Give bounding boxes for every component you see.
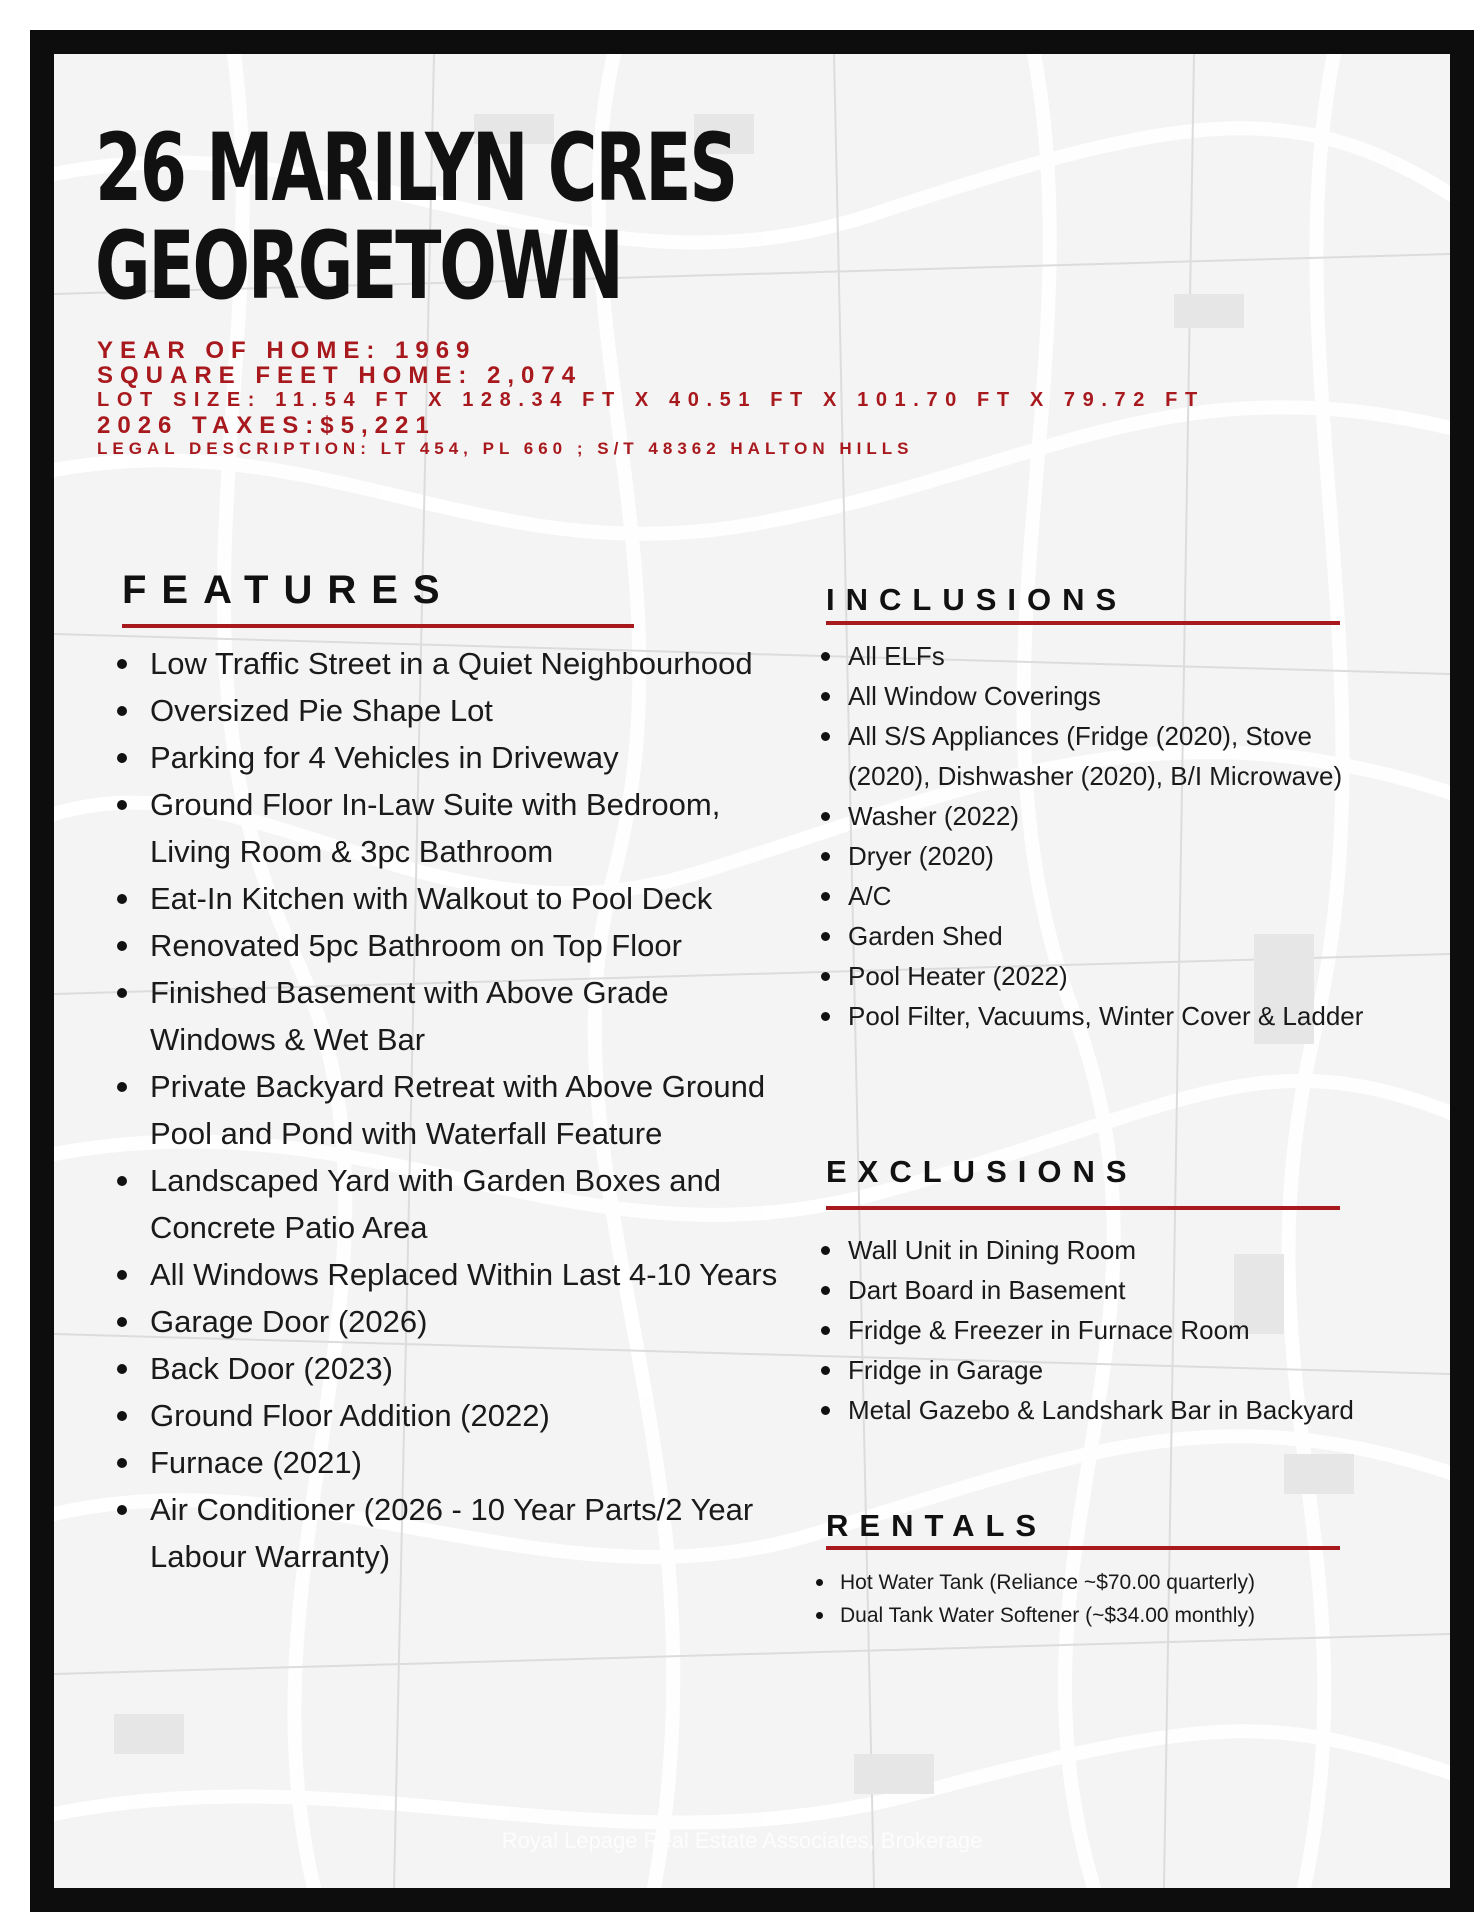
list-item: Air Conditioner (2026 - 10 Year Parts/2 Year Labour Warranty)	[150, 1486, 790, 1580]
legal-description: LEGAL DESCRIPTION: LT 454, PL 660 ; S/T 48362 HALTON HILLS	[97, 439, 914, 458]
list-item: Private Backyard Retreat with Above Ground Pool and Pond with Waterfall Feature	[150, 1063, 790, 1157]
list-item: All Windows Replaced Within Last 4-10 Years	[150, 1251, 790, 1298]
list-item: Hot Water Tank (Reliance ~$70.00 quarterly)	[840, 1566, 1400, 1599]
exclusions-heading: EXCLUSIONS	[826, 1154, 1138, 1189]
inclusions-divider	[826, 621, 1340, 625]
lot-size: LOT SIZE: 11.54 FT X 128.34 FT X 40.51 FT X 101.70 FT X 79.72 FT	[97, 389, 1205, 411]
address-street: 26 MARILYN CRES	[95, 114, 736, 223]
list-item: All ELFs	[848, 636, 1378, 676]
list-item: Fridge & Freezer in Furnace Room	[848, 1310, 1378, 1350]
features-list	[150, 640, 790, 1580]
inclusions-heading: INCLUSIONS	[826, 582, 1128, 617]
list-item: Eat-In Kitchen with Walkout to Pool Deck	[150, 875, 790, 922]
rentals-divider	[826, 1546, 1340, 1550]
rentals-heading: RENTALS	[826, 1508, 1048, 1543]
features-divider	[122, 624, 634, 628]
list-item: Dual Tank Water Softener (~$34.00 monthly)	[840, 1599, 1400, 1632]
list-item: Washer (2022)	[848, 796, 1378, 836]
exclusions-divider	[826, 1206, 1340, 1210]
year-of-home: YEAR OF HOME: 1969	[97, 337, 477, 364]
list-item: Dryer (2020)	[848, 836, 1378, 876]
list-item: Oversized Pie Shape Lot	[150, 687, 790, 734]
taxes: 2026 TAXES:$5,221	[97, 412, 436, 439]
list-item: Pool Filter, Vacuums, Winter Cover & Ladder	[848, 996, 1378, 1036]
property-facts	[97, 338, 1205, 460]
exclusions-list	[848, 1230, 1378, 1430]
list-item: Garage Door (2026)	[150, 1298, 790, 1345]
brokerage-footer: Royal Lepage Real Estate Associates, Brokerage	[501, 1828, 983, 1853]
list-item: Furnace (2021)	[150, 1439, 790, 1486]
list-item: Landscaped Yard with Garden Boxes and Concrete Patio Area	[150, 1157, 790, 1251]
list-item: Garden Shed	[848, 916, 1378, 956]
features-heading: FEATURES	[122, 568, 455, 612]
list-item: Parking for 4 Vehicles in Driveway	[150, 734, 790, 781]
list-item: Ground Floor Addition (2022)	[150, 1392, 790, 1439]
inclusions-list	[848, 636, 1378, 1036]
property-address-title	[95, 114, 736, 321]
address-town: GEORGETOWN	[95, 212, 622, 321]
list-item: Low Traffic Street in a Quiet Neighbourhood	[150, 640, 790, 687]
list-item: Wall Unit in Dining Room	[848, 1230, 1378, 1270]
list-item: Renovated 5pc Bathroom on Top Floor	[150, 922, 790, 969]
list-item: Ground Floor In-Law Suite with Bedroom, Living Room & 3pc Bathroom	[150, 781, 790, 875]
list-item: A/C	[848, 876, 1378, 916]
list-item: Fridge in Garage	[848, 1350, 1378, 1390]
list-item: All Window Coverings	[848, 676, 1378, 716]
list-item: All S/S Appliances (Fridge (2020), Stove (2020), Dishwasher (2020), B/I Microwave)	[848, 716, 1378, 796]
list-item: Dart Board in Basement	[848, 1270, 1378, 1310]
list-item: Finished Basement with Above Grade Windows & Wet Bar	[150, 969, 790, 1063]
list-item: Back Door (2023)	[150, 1345, 790, 1392]
list-item: Metal Gazebo & Landshark Bar in Backyard	[848, 1390, 1378, 1430]
list-item: Pool Heater (2022)	[848, 956, 1378, 996]
rentals-list	[840, 1566, 1400, 1632]
square-feet: SQUARE FEET HOME: 2,074	[97, 362, 583, 389]
